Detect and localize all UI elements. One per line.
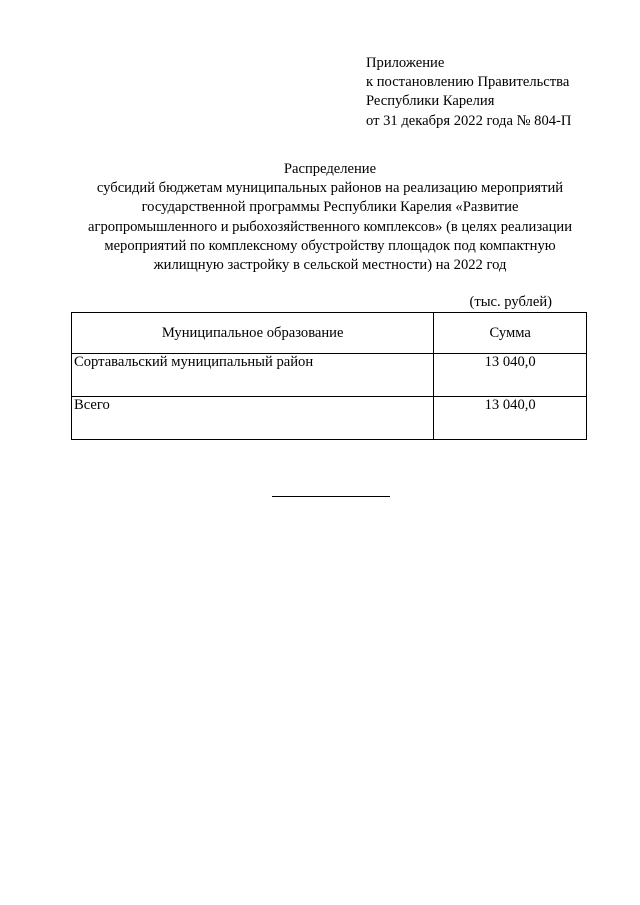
appendix-date-line: от 31 декабря 2022 года № 804-П [366,112,572,129]
cell-total-sum: 13 040,0 [434,397,587,440]
table-row-total [72,397,587,440]
title-line: государственной программы Республики Карелия «Развитие [141,199,519,216]
appendix-line: Приложение [366,55,445,71]
cell-sum: 13 040,0 [434,354,587,397]
title-line: субсидий бюджетам муниципальных районов на реализацию мероприятий [96,180,564,197]
header-sum: Сумма [434,313,587,354]
units-label: (тыс. рублей) [469,294,552,310]
appendix-line: к постановлению Правительства [366,74,570,91]
appendix-line: Республики Карелия [366,93,495,110]
cell-municipality: Сортавальский муниципальный район [72,354,434,397]
cell-total-label: Всего [72,397,434,440]
distribution-table [71,312,587,440]
table-header-row [72,313,587,354]
table-row [72,354,587,397]
document-title [60,160,600,275]
title-line: мероприятий по комплексному обустройству площадок под компактную [104,237,556,254]
title-line: жилищную застройку в сельской местности) на 2022 год [153,257,507,274]
title-heading: Распределение [283,161,377,177]
title-line: агропромышленного и рыбохозяйственного комплексов» (в целях реализации [87,218,573,235]
appendix-block [366,54,571,131]
closing-divider [272,496,390,497]
header-municipality: Муниципальное образование [72,313,434,354]
